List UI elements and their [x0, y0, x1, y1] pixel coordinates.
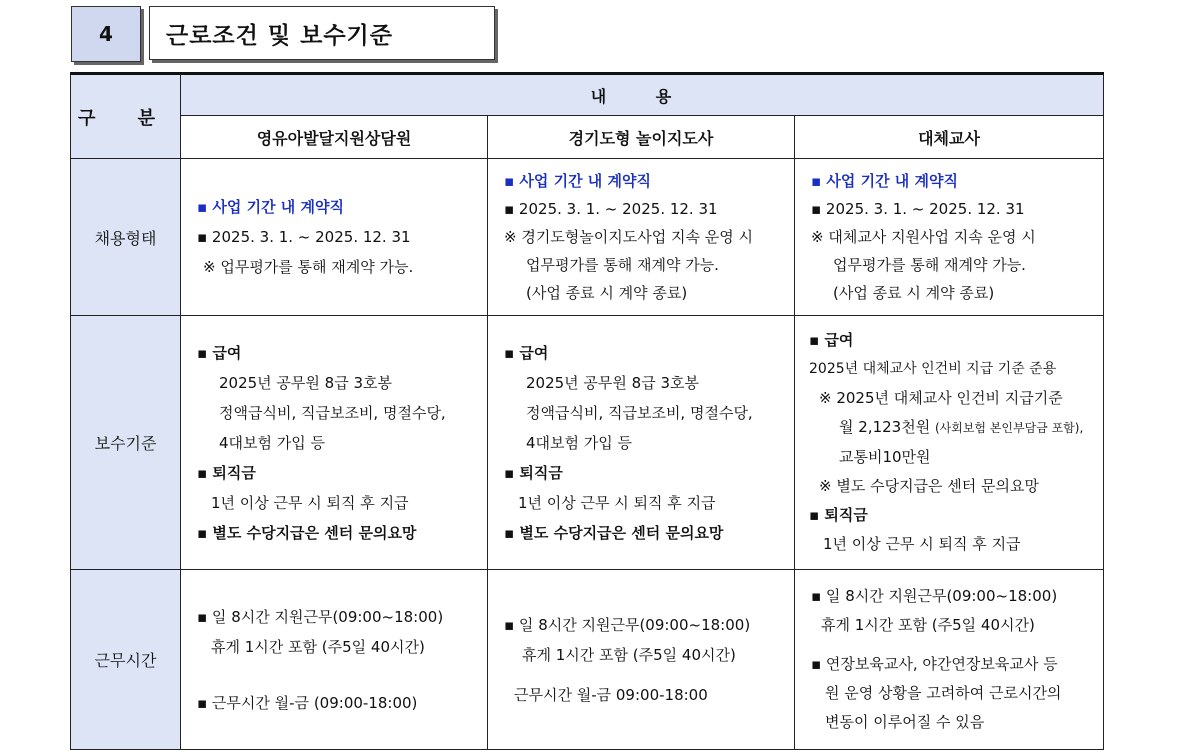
employment-play-l3: ※ 경기도형놀이지도사업 지속 운영 시 [504, 228, 753, 246]
salary-counselor-l2: 2025년 공무원 8급 3호봉 [219, 373, 392, 392]
working-conditions-table [70, 72, 1104, 750]
salary-play-l1: ▪ 급여 [504, 343, 549, 362]
employment-sub-l4: 업무평가를 통해 재계약 가능. [833, 256, 1026, 274]
hours-play-l1: ▪ 일 8시간 지원근무(09:00~18:00) [504, 615, 751, 634]
employment-counselor-l2: ▪ 2025. 3. 1. ~ 2025. 12. 31 [197, 228, 411, 246]
salary-sub-l4-amount: 월 2,123천원 [839, 418, 935, 436]
hours-counselor-l3: ▪ 근무시간 월-금 (09:00-18:00) [197, 693, 418, 712]
salary-sub-l4 [809, 413, 1091, 443]
employment-play-l1: ▪ 사업 기간 내 계약직 [504, 172, 651, 190]
salary-sub-l4-note: (사회보험 본인부담금 포함), [934, 421, 1084, 435]
salary-counselor-l6: 1년 이상 근무 시 퇴직 후 지급 [211, 493, 409, 512]
employment-play-l5: (사업 종료 시 계약 종료) [526, 284, 688, 302]
salary-sub-l7: ▪ 퇴직금 [809, 506, 868, 524]
hours-substitute [795, 570, 1104, 750]
salary-sub-l1: ▪ 급여 [809, 331, 854, 349]
salary-counselor-l3: 정액급식비, 직급보조비, 명절수당, [219, 403, 446, 422]
hours-sub-l1: ▪ 일 8시간 지원근무(09:00~18:00) [811, 587, 1058, 605]
header-content: 내 용 [181, 74, 1104, 116]
employment-substitute [795, 159, 1104, 316]
hours-counselor [181, 570, 488, 750]
salary-play-l3: 정액급식비, 직급보조비, 명절수당, [526, 403, 753, 422]
hours-counselor-l1: ▪ 일 8시간 지원근무(09:00~18:00) [197, 607, 444, 626]
salary-play-l5: ▪ 퇴직금 [504, 463, 563, 482]
employment-sub-l3: ※ 대체교사 지원사업 지속 운영 시 [811, 228, 1036, 246]
salary-substitute [795, 316, 1104, 570]
row-header-salary: 보수기준 [71, 316, 181, 570]
employment-play-instructor [488, 159, 795, 316]
row-header-hours: 근무시간 [71, 570, 181, 750]
salary-sub-l3: ※ 2025년 대체교사 인건비 지급기준 [819, 389, 1063, 407]
salary-sub-l2: 2025년 대체교사 인건비 지급 기준 준용 [809, 361, 1057, 377]
salary-play-l6: 1년 이상 근무 시 퇴직 후 지급 [518, 493, 716, 512]
salary-play-l4: 4대보험 가입 등 [526, 433, 633, 452]
salary-sub-l5: 교통비10만원 [839, 448, 931, 466]
hours-play-instructor [488, 570, 795, 750]
hours-play-l3: 근무시간 월-금 09:00-18:00 [514, 685, 708, 704]
header-gubun: 구 분 [71, 74, 181, 159]
employment-sub-l2: ▪ 2025. 3. 1. ~ 2025. 12. 31 [811, 200, 1025, 218]
salary-counselor-l5: ▪ 퇴직금 [197, 463, 256, 482]
salary-counselor [181, 316, 488, 570]
salary-play-l7: ▪ 별도 수당지급은 센터 문의요망 [504, 523, 724, 542]
employment-counselor-l3: ※ 업무평가를 통해 재계약 가능. [203, 258, 414, 276]
row-header-employment: 채용형태 [71, 159, 181, 316]
column-header-counselor: 영유아발달지원상담원 [181, 116, 488, 159]
salary-sub-l6: ※ 별도 수당지급은 센터 문의요망 [819, 477, 1040, 495]
employment-counselor-l1: ▪ 사업 기간 내 계약직 [197, 198, 344, 216]
salary-counselor-l7: ▪ 별도 수당지급은 센터 문의요망 [197, 523, 417, 542]
salary-counselor-l1: ▪ 급여 [197, 343, 242, 362]
salary-sub-l8: 1년 이상 근무 시 퇴직 후 지급 [823, 535, 1021, 553]
employment-play-l2: ▪ 2025. 3. 1. ~ 2025. 12. 31 [504, 200, 718, 218]
hours-play-l2: 휴게 1시간 포함 (주5일 40시간) [522, 645, 736, 664]
salary-counselor-l4: 4대보험 가입 등 [219, 433, 326, 452]
hours-sub-l4: 원 운영 상황을 고려하여 근로시간의 [825, 684, 1062, 702]
hours-sub-l2: 휴게 1시간 포함 (주5일 40시간) [821, 616, 1035, 634]
employment-sub-l1: ▪ 사업 기간 내 계약직 [811, 172, 958, 190]
column-header-substitute-teacher: 대체교사 [795, 116, 1104, 159]
hours-sub-l5: 변동이 이루어질 수 있음 [825, 713, 985, 731]
salary-play-instructor [488, 316, 795, 570]
section-number: 4 [71, 6, 141, 62]
column-header-play-instructor: 경기도형 놀이지도사 [488, 116, 795, 159]
employment-play-l4: 업무평가를 통해 재계약 가능. [526, 256, 719, 274]
employment-sub-l5: (사업 종료 시 계약 종료) [833, 284, 995, 302]
employment-counselor [181, 159, 488, 316]
hours-sub-l3: ▪ 연장보육교사, 야간연장보육교사 등 [811, 655, 1058, 673]
hours-counselor-l2: 휴게 1시간 포함 (주5일 40시간) [211, 637, 425, 656]
salary-play-l2: 2025년 공무원 8급 3호봉 [526, 373, 699, 392]
section-title: 근로조건 및 보수기준 [149, 6, 495, 60]
